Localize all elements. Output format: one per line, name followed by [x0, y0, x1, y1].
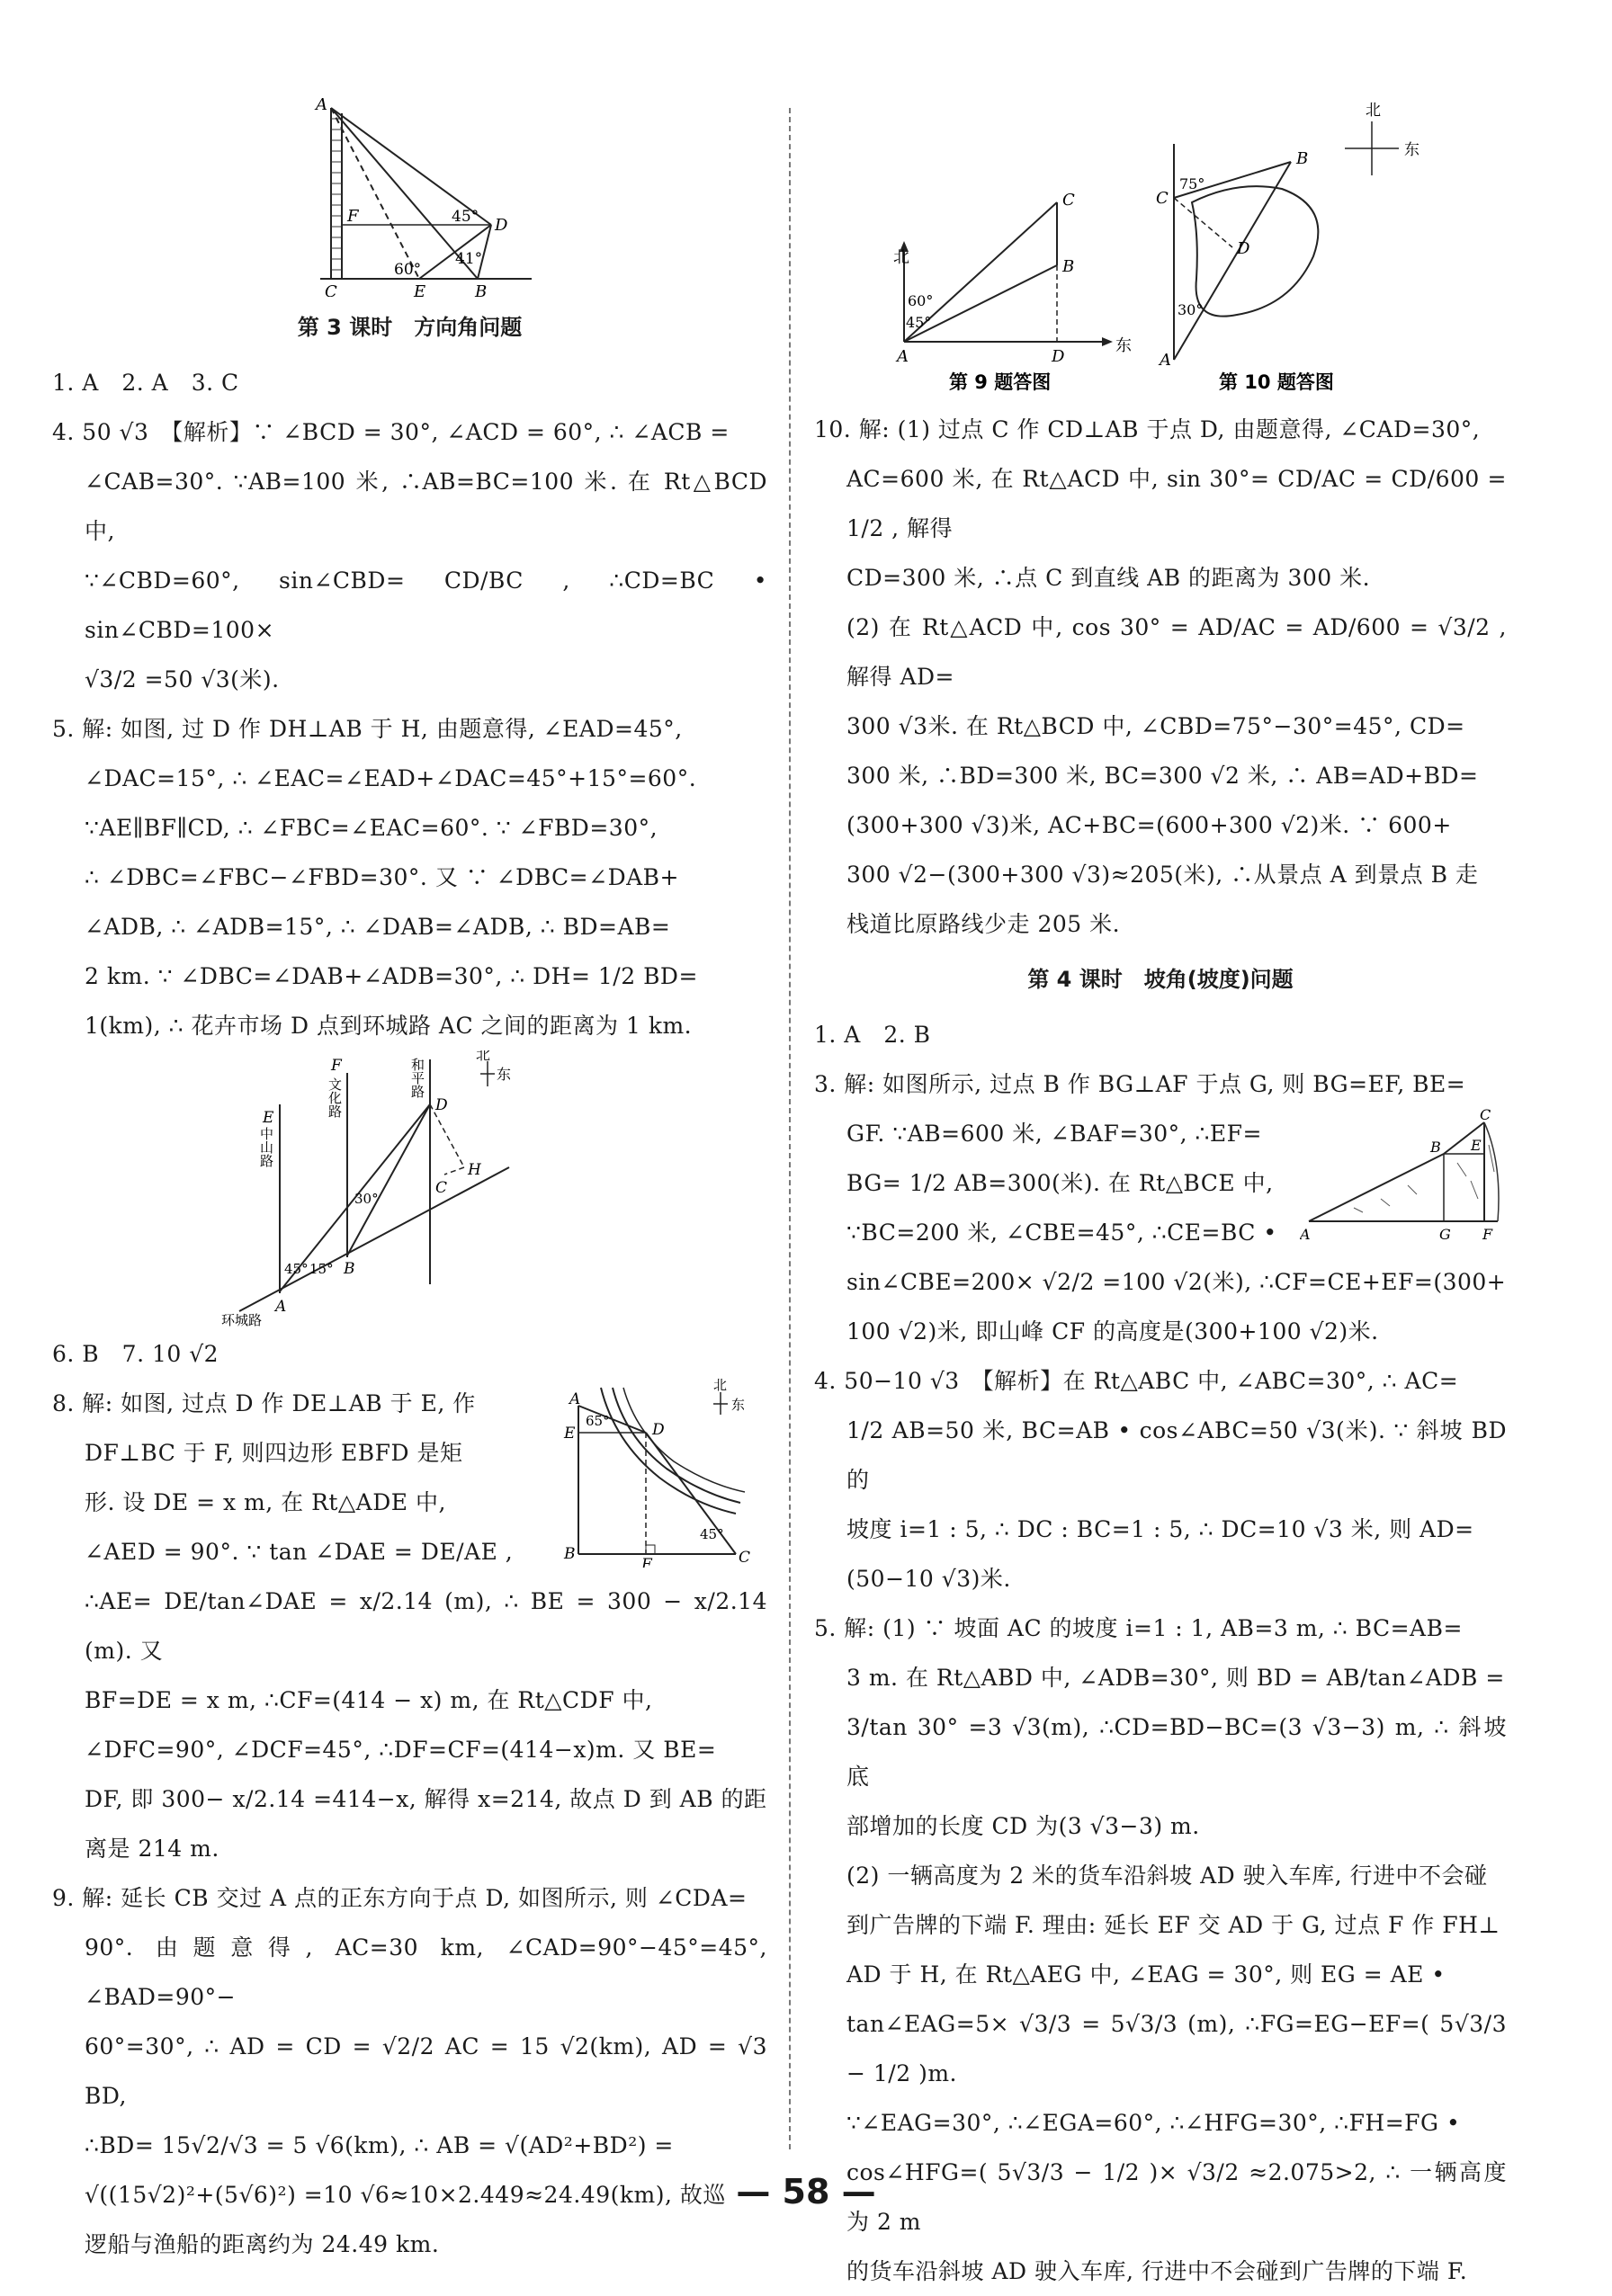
l4q5-line-2: 3 m. 在 Rt△ABD 中, ∠ADB=30°, 则 BD = AB/tan∠ADB =	[846, 1665, 1505, 1691]
fig5-east: 东	[496, 1066, 511, 1083]
q5-line-6: 2 km. ∵ ∠DBC=∠DAB+∠ADB=30°, ∴ DH= 1/2 BD=	[85, 963, 698, 989]
fig10-label-C: C	[1156, 189, 1169, 208]
fig-l4q3-label-G: G	[1439, 1226, 1451, 1243]
l4q4-line-1: 4. 50−10 √3 【解析】在 Rt△ABC 中, ∠ABC=30°, ∴ AC=	[814, 1368, 1459, 1394]
q10-line-2: AC=600 米, 在 Rt△ACD 中, sin 30°= CD/AC = CD/600 = 1/2 , 解得	[846, 466, 1507, 541]
fig10-east: 东	[1404, 141, 1419, 159]
fig-top-label-F: F	[346, 207, 358, 226]
fig10-north: 北	[1366, 102, 1381, 120]
q9-line-3: 60°=30°, ∴ AD = CD = √2/2 AC = 15 √2(km), AD = √3 BD,	[85, 2033, 767, 2109]
q9-line-4: ∴BD= 15√2/√3 = 5 √6(km), ∴ AB = √(AD²+BD²) =	[85, 2132, 674, 2158]
lesson4-question-4	[814, 1356, 1507, 1604]
fig-l4q3-label-C: C	[1480, 1109, 1491, 1123]
l4q3-line-3: BG= 1/2 AB=300(米). 在 Rt△BCE 中,	[846, 1170, 1274, 1196]
l4q5-line-1: 5. 解: (1) ∵ 坡面 AC 的坡度 i=1 : 1, AB=3 m, ∴ BC=AB=	[814, 1615, 1463, 1641]
l4q3-line-6: 100 √2)米, 即山峰 CF 的高度是(300+100 √2)米.	[846, 1318, 1379, 1345]
q9-line-5: √((15√2)²+(5√6)²) =10 √6≈10×2.449≈24.49(km), 故巡	[85, 2182, 726, 2208]
l4q5-line-8: tan∠EAG=5× √3/3 = 5√3/3 (m), ∴FG=EG−EF=( 5√3/3 − 1/2 )m.	[846, 2011, 1507, 2086]
fig5-north: 北	[475, 1050, 490, 1063]
q10-line-3: CD=300 米, ∴点 C 到直线 AB 的距离为 300 米.	[846, 565, 1371, 591]
fig-top-angle-45: 45°	[451, 208, 479, 226]
fig9-label-B: B	[1062, 257, 1075, 276]
fig-top-label-A: A	[315, 95, 327, 114]
fig8-north: 北	[713, 1379, 728, 1393]
q10-line-5: 300 √3米. 在 Rt△BCD 中, ∠CBD=75°−30°=45°, CD=	[846, 713, 1465, 739]
q10-line-6: 300 米, ∴BD=300 米, BC=300 √2 米, ∴ AB=AD+BD=	[846, 763, 1479, 789]
l4q5-line-7: AD 于 H, 在 Rt△AEG 中, ∠EAG = 30°, 则 EG = AE •	[846, 1961, 1446, 1988]
q9-line-1: 9. 解: 延长 CB 交过 A 点的正东方向于点 D, 如图所示, 则 ∠CDA=	[52, 1885, 748, 1911]
figures-9-10-svg	[814, 99, 1507, 405]
l4q5-line-6: 到广告牌的下端 F. 理由: 延长 EF 交 AD 于 G, 过点 F 作 FH⊥	[846, 1912, 1500, 1938]
fig-top-label-E: E	[413, 282, 425, 297]
q8-line-1: 8. 解: 如图, 过点 D 作 DE⊥AB 于 E, 作	[52, 1390, 476, 1416]
lesson4-title: 第 4 课时 坡角(坡度)问题	[1027, 967, 1294, 992]
fig5-zs-road: 中山路	[257, 1127, 274, 1167]
fig5-label-E: E	[262, 1109, 273, 1127]
fig-top-label-B: B	[474, 282, 487, 297]
q5-line-3: ∵AE∥BF∥CD, ∴ ∠FBC=∠EAC=60°. ∵ ∠FBD=30°,	[85, 815, 658, 841]
fig10-label-A: A	[1160, 351, 1171, 370]
lesson3-title: 第 3 课时 方向角问题	[297, 315, 523, 340]
l4q3-line-2: GF. ∵AB=600 米, ∠BAF=30°, ∴EF=	[846, 1121, 1262, 1147]
fig5-label-F: F	[330, 1057, 342, 1075]
q5-line-7: 1(km), ∴ 花卉市场 D 点到环城路 AC 之间的距离为 1 km.	[85, 1013, 693, 1039]
l4q4-line-2: 1/2 AB=50 米, BC=AB • cos∠ABC=50 √3(米). ∵ 斜坡 BD 的	[846, 1417, 1507, 1493]
fig9-caption: 第 9 题答图	[949, 371, 1052, 393]
fig5-angle-30: 30°	[354, 1191, 379, 1207]
q5-line-5: ∠ADB, ∴ ∠ADB=15°, ∴ ∠DAB=∠ADB, ∴ BD=AB=	[85, 914, 671, 940]
fig-l4q3-label-A: A	[1300, 1226, 1311, 1243]
q4-line-2: ∠CAB=30°. ∵AB=100 米, ∴AB=BC=100 米. 在 Rt△BCD 中,	[85, 469, 767, 544]
column-divider	[789, 108, 791, 2149]
fig8-east: 东	[731, 1397, 746, 1413]
question-4	[52, 407, 767, 704]
l4q5-line-3: 3/tan 30° =3 √3(m), ∴CD=BD−BC=(3 √3−3) m, ∴ 斜坡底	[846, 1714, 1507, 1790]
fig5-label-A: A	[274, 1298, 286, 1316]
q8-line-9: 离是 214 m.	[85, 1836, 219, 1862]
fig10-label-B: B	[1296, 149, 1309, 168]
fig10-angle-30: 30°	[1178, 301, 1204, 318]
q5-line-1: 5. 解: 如图, 过 D 作 DH⊥AB 于 H, 由题意得, ∠EAD=45°,	[52, 716, 683, 742]
page-number: — 58 —	[736, 2172, 876, 2211]
q10-line-1: 10. 解: (1) 过点 C 作 CD⊥AB 于点 D, 由题意得, ∠CAD=30°,	[814, 416, 1481, 442]
fig5-label-H: H	[467, 1161, 481, 1179]
fig10-angle-75: 75°	[1179, 175, 1205, 192]
fig-l4q3-label-E: E	[1471, 1137, 1482, 1154]
q4-line-1: 4. 50 √3 【解析】∵ ∠BCD = 30°, ∠ACD = 60°, ∴ ∠ACB =	[52, 419, 730, 445]
figure-l4q3	[1300, 1109, 1507, 1244]
fig5-hc-road: 环城路	[220, 1312, 262, 1328]
l4q5-line-10: cos∠HFG=( 5√3/3 − 1/2 )× √3/2 ≈2.075>2, ∴ 一辆高度为 2 m	[846, 2159, 1507, 2235]
l4q3-line-5: sin∠CBE=200× √2/2 =100 √2(米), ∴CF=CE+EF=(300+	[846, 1269, 1507, 1295]
figure-tower	[275, 90, 545, 297]
fig8-label-A: A	[569, 1390, 581, 1408]
q5-line-2: ∠DAC=15°, ∴ ∠EAC=∠EAD+∠DAC=45°+15°=60°.	[85, 765, 697, 791]
figure-l4q3-svg	[1300, 1109, 1507, 1244]
q8-line-6: BF=DE = x m, ∴CF=(414 − x) m, 在 Rt△CDF 中,	[85, 1687, 653, 1713]
fig-l4q3-label-B: B	[1430, 1139, 1441, 1156]
answers-4-1-2: 1. A 2. B	[814, 1022, 931, 1048]
fig8-label-B: B	[564, 1545, 576, 1563]
fig9-east: 东	[1115, 336, 1132, 355]
lesson4-question-3	[814, 1059, 1507, 1356]
figure-tower-svg	[275, 90, 545, 297]
left-column	[52, 90, 767, 2269]
fig9-label-C: C	[1062, 191, 1075, 210]
fig9-north: 北	[893, 248, 909, 267]
l4q4-line-4: (50−10 √3)米.	[846, 1566, 1011, 1592]
fig8-label-E: E	[564, 1425, 576, 1443]
q9-line-6: 逻船与渔船的距离约为 24.49 km.	[85, 2231, 440, 2257]
fig8-label-F: F	[641, 1556, 652, 1568]
fig5-label-D: D	[434, 1096, 448, 1114]
fig5-label-B: B	[343, 1260, 354, 1278]
answers-1-3: 1. A 2. A 3. C	[52, 370, 239, 396]
figure-q8-svg	[551, 1379, 767, 1568]
q4-line-3: ∵∠CBD=60°, sin∠CBD= CD/BC , ∴CD=BC • sin∠CBD=100×	[85, 567, 767, 643]
question-8	[52, 1379, 767, 1873]
q8-line-3: 形. 设 DE = x m, 在 Rt△ADE 中,	[85, 1489, 446, 1515]
question-10	[814, 405, 1507, 949]
fig9-label-A: A	[897, 347, 909, 366]
fig5-label-C: C	[434, 1179, 447, 1197]
fig10-label-D: D	[1237, 239, 1250, 258]
q8-line-2: DF⊥BC 于 F, 则四边形 EBFD 是矩	[85, 1440, 463, 1466]
l4q5-line-11: 的货车沿斜坡 AD 驶入车库, 行进中不会碰到广告牌的下端 F.	[846, 2258, 1468, 2284]
answers-6-7: 6. B 7. 10 √2	[52, 1341, 219, 1367]
q10-line-4: (2) 在 Rt△ACD 中, cos 30° = AD/AC = AD/600 = √3/2 , 解得 AD=	[846, 614, 1507, 690]
figure-q5-svg	[221, 1050, 599, 1329]
right-column	[814, 99, 1507, 2296]
l4q5-line-5: (2) 一辆高度为 2 米的货车沿斜坡 AD 驶入车库, 行进中不会碰	[846, 1863, 1488, 1889]
fig5-hp-road: 和平路	[408, 1058, 425, 1098]
figure-q8	[551, 1379, 767, 1568]
q8-line-5: ∴AE= DE/tan∠DAE = x/2.14 (m), ∴ BE = 300 − x/2.14 (m). 又	[85, 1588, 767, 1664]
fig8-label-C: C	[739, 1549, 751, 1567]
fig9-label-D: D	[1052, 347, 1065, 366]
fig8-label-D: D	[652, 1421, 665, 1439]
fig9-angle-45: 45°	[906, 314, 932, 331]
fig-l4q3-label-F: F	[1482, 1226, 1493, 1243]
l4q3-line-4: ∵BC=200 米, ∠CBE=45°, ∴CE=BC •	[846, 1219, 1277, 1246]
q4-line-4: √3/2 =50 √3(米).	[85, 666, 280, 692]
l4q4-line-3: 坡度 i=1 : 5, ∴ DC : BC=1 : 5, ∴ DC=10 √3 米, 则 AD=	[846, 1516, 1474, 1542]
fig5-angle-15: 15°	[309, 1261, 334, 1277]
fig8-angle-65: 65°	[586, 1413, 610, 1429]
fig9-angle-60: 60°	[908, 292, 934, 309]
fig-top-angle-60: 60°	[393, 261, 421, 279]
q10-line-7: (300+300 √3)米, AC+BC=(600+300 √2)米. ∵ 600+	[846, 812, 1452, 838]
q10-line-9: 栈道比原路线少走 205 米.	[846, 911, 1121, 937]
q9-line-2: 90°. 由题意得, AC=30 km, ∠CAD=90°−45°=45°, ∠BAD=90°−	[85, 1934, 767, 2010]
q5-line-4: ∴ ∠DBC=∠FBC−∠FBD=30°. 又 ∵ ∠DBC=∠DAB+	[85, 864, 679, 890]
question-5	[52, 704, 767, 1050]
q8-line-8: DF, 即 300− x/2.14 =414−x, 解得 x=214, 故点 D 到 AB 的距	[85, 1786, 767, 1812]
q10-line-8: 300 √2−(300+300 √3)≈205(米), ∴从景点 A 到景点 B 走	[846, 862, 1479, 888]
fig8-angle-45: 45°	[700, 1526, 724, 1542]
fig5-angle-45: 45°	[283, 1261, 309, 1277]
l4q5-line-9: ∵∠EAG=30°, ∴∠EGA=60°, ∴∠HFG=30°, ∴FH=FG •	[846, 2110, 1461, 2136]
l4q3-line-1: 3. 解: 如图所示, 过点 B 作 BG⊥AF 于点 G, 则 BG=EF, BE=	[814, 1071, 1466, 1097]
q8-line-4: ∠AED = 90°. ∵ tan ∠DAE = DE/AE ,	[85, 1539, 514, 1565]
q8-line-7: ∠DFC=90°, ∠DCF=45°, ∴DF=CF=(414−x)m. 又 BE=	[85, 1737, 717, 1763]
l4q5-line-4: 部增加的长度 CD 为(3 √3−3) m.	[846, 1813, 1200, 1839]
figures-9-10	[814, 99, 1507, 405]
fig-top-label-D: D	[494, 216, 507, 235]
fig-top-label-C: C	[324, 282, 337, 297]
fig10-caption: 第 10 题答图	[1219, 371, 1334, 393]
fig-top-angle-41: 41°	[454, 250, 482, 268]
fig5-wh-road: 文化路	[326, 1077, 343, 1118]
figure-q5	[221, 1050, 599, 1329]
